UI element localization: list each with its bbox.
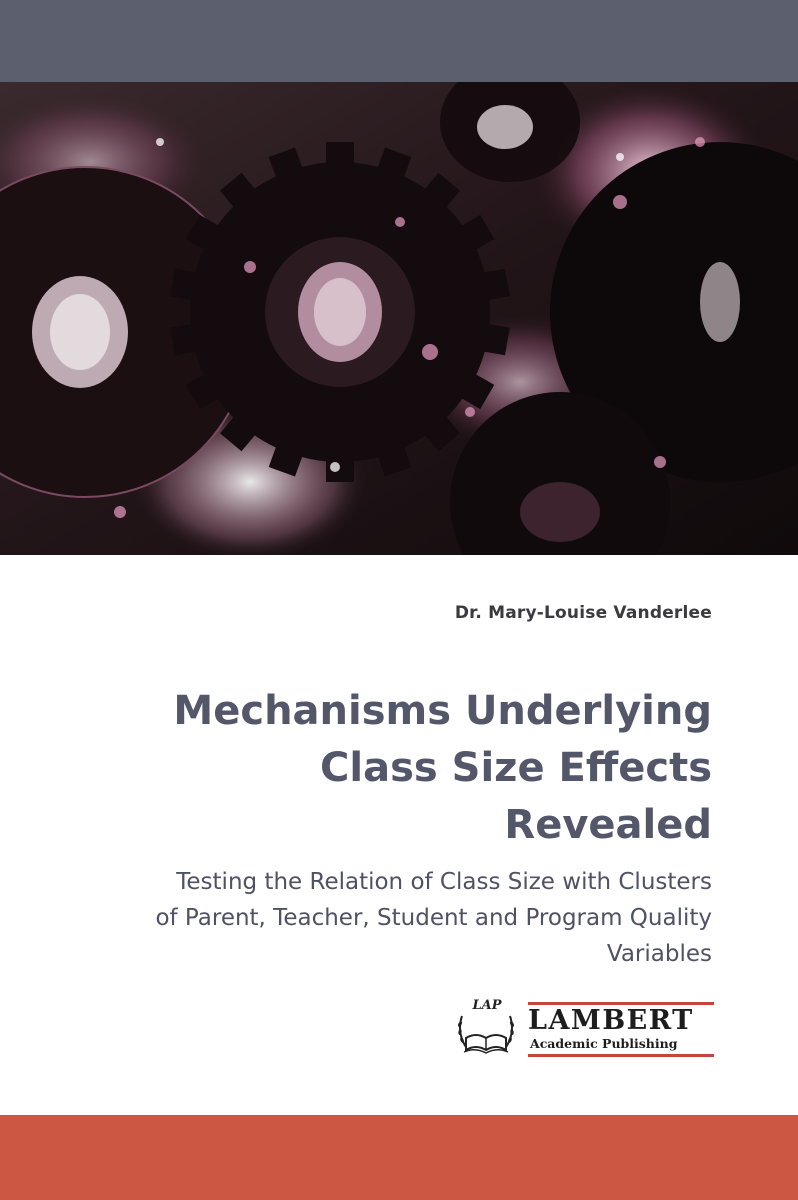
top-color-band <box>0 0 798 82</box>
subtitle-line: of Parent, Teacher, Student and Program Quality <box>155 905 712 931</box>
publisher-name: LAMBERT <box>528 1005 694 1036</box>
book-title <box>72 683 712 854</box>
lap-emblem <box>452 998 520 1062</box>
subtitle-line: Testing the Relation of Class Size with Clusters <box>176 869 712 895</box>
publisher-rule-bottom <box>528 1054 714 1057</box>
publisher-logo <box>452 998 718 1062</box>
title-line: Mechanisms Underlying <box>173 688 712 734</box>
bottom-color-band <box>0 1115 798 1200</box>
book-subtitle <box>12 864 712 972</box>
title-line: Revealed <box>504 802 712 848</box>
author-name: Dr. Mary-Louise Vanderlee <box>454 603 712 623</box>
subtitle-line: Variables <box>606 941 712 967</box>
title-line: Class Size Effects <box>320 745 712 791</box>
publisher-subname: Academic Publishing <box>530 1036 678 1051</box>
lap-text: LAP <box>472 998 502 1013</box>
gears-photo <box>0 82 798 555</box>
